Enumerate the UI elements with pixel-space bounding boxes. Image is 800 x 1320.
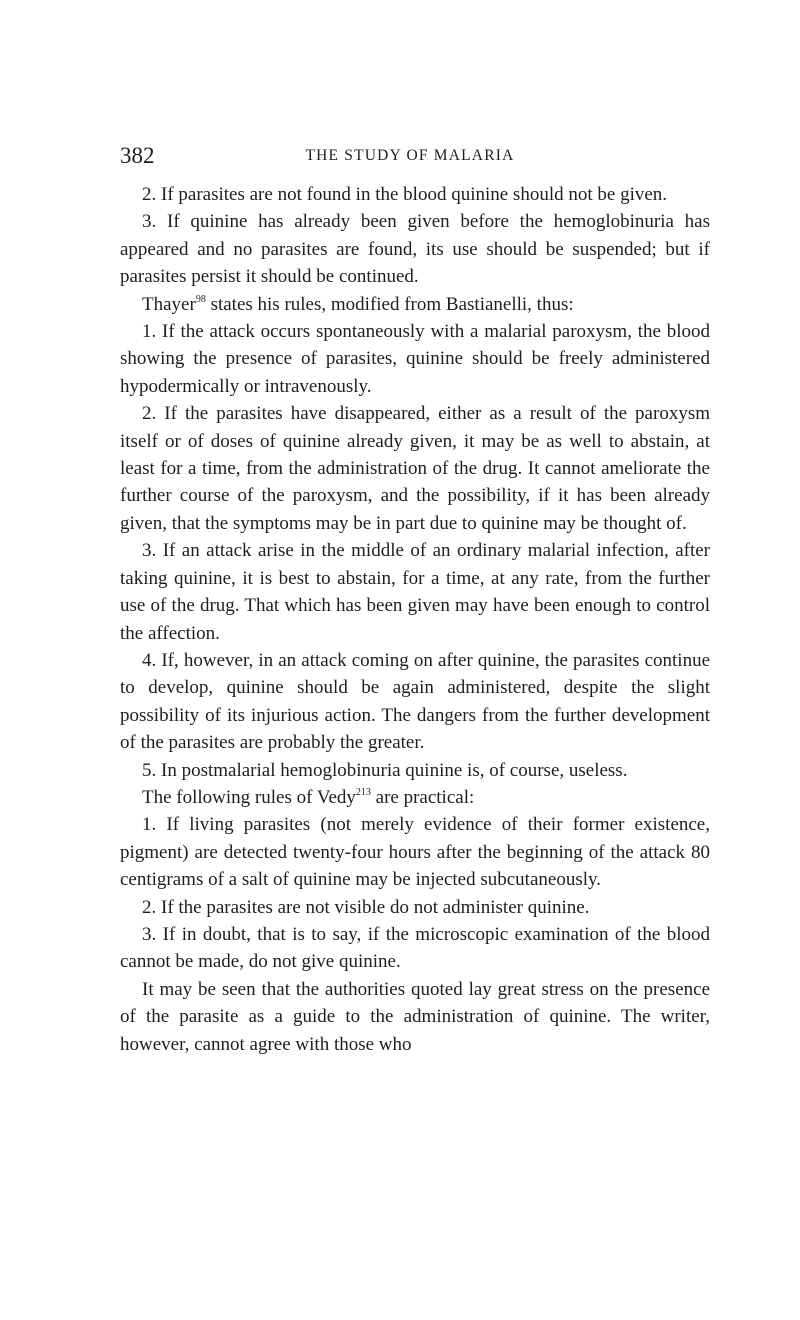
paragraph: 1. If the attack occurs spontaneously with a malarial paroxysm, the blood showing the presence of parasites, quinine should be freely administered hypodermically or intravenously. — [120, 321, 710, 397]
paragraph: 3. If in doubt, that is to say, if the microscopic examination of the blood cannot be made, do not give quinine. — [120, 923, 710, 973]
paragraph: 2. If parasites are not found in the blood quinine should not be given. — [142, 184, 668, 205]
paragraph: 2. If the parasites are not visible do not administer quinine. — [142, 896, 590, 918]
page-header — [0, 143, 800, 169]
running-head: THE STUDY OF MALARIA — [305, 147, 515, 164]
paragraph-text: Thayer — [142, 293, 196, 315]
page-number: 382 — [120, 143, 155, 168]
paragraph: 2. If the parasites have disappeared, either as a result of the paroxysm itself or of doses of quinine already given, it may be as well to abstain, at least for a time, from the administration of the drug. It cannot ameliorate the further course of the paroxysm, and the possibility, if it has been already given, that the symptoms may be in part due to quinine may be thought of. — [120, 403, 710, 534]
paragraph: 1. If living parasites (not merely evidence of their former existence, pigment) are detected twenty-four hours after the beginning of the attack 80 centigrams of a salt of quinine may be injected subcutaneously. — [120, 814, 710, 891]
paragraph: It may be seen that the authorities quoted lay great stress on the presence of the parasite as a guide to the administration of quinine. The writer, however, cannot agree with those who — [120, 978, 710, 1055]
paragraph — [120, 784, 710, 811]
paragraph: 4. If, however, in an attack coming on after quinine, the parasites continue to develop, quinine should be again administered, despite the slight possibility of its injurious action. The dangers from the further development of the parasites are probably the greater. — [120, 649, 710, 754]
paragraph: 3. If an attack arise in the middle of an ordinary malarial infection, after taking quinine, it is best to abstain, for a time, at any rate, from the further use of the drug. That which has been given may have been enough to control the affection. — [120, 540, 710, 644]
citation-superscript: 98 — [195, 293, 206, 305]
paragraph-text: states his rules, modified from Bastianelli, thus: — [205, 293, 574, 315]
paragraph: 5. In postmalarial hemoglobinuria quinine is, of course, useless. — [142, 759, 628, 781]
paragraph-text: The following rules of Vedy — [142, 786, 356, 808]
body-text — [120, 181, 710, 1058]
paragraph — [120, 291, 710, 318]
paragraph-text: are practical: — [370, 786, 475, 808]
paragraph: 3. If quinine has already been given before the hemoglobinuria has appeared and no parasites are found, its use should be suspended; but if parasites persist it should be continued. — [120, 211, 710, 288]
citation-superscript: 213 — [355, 786, 371, 798]
